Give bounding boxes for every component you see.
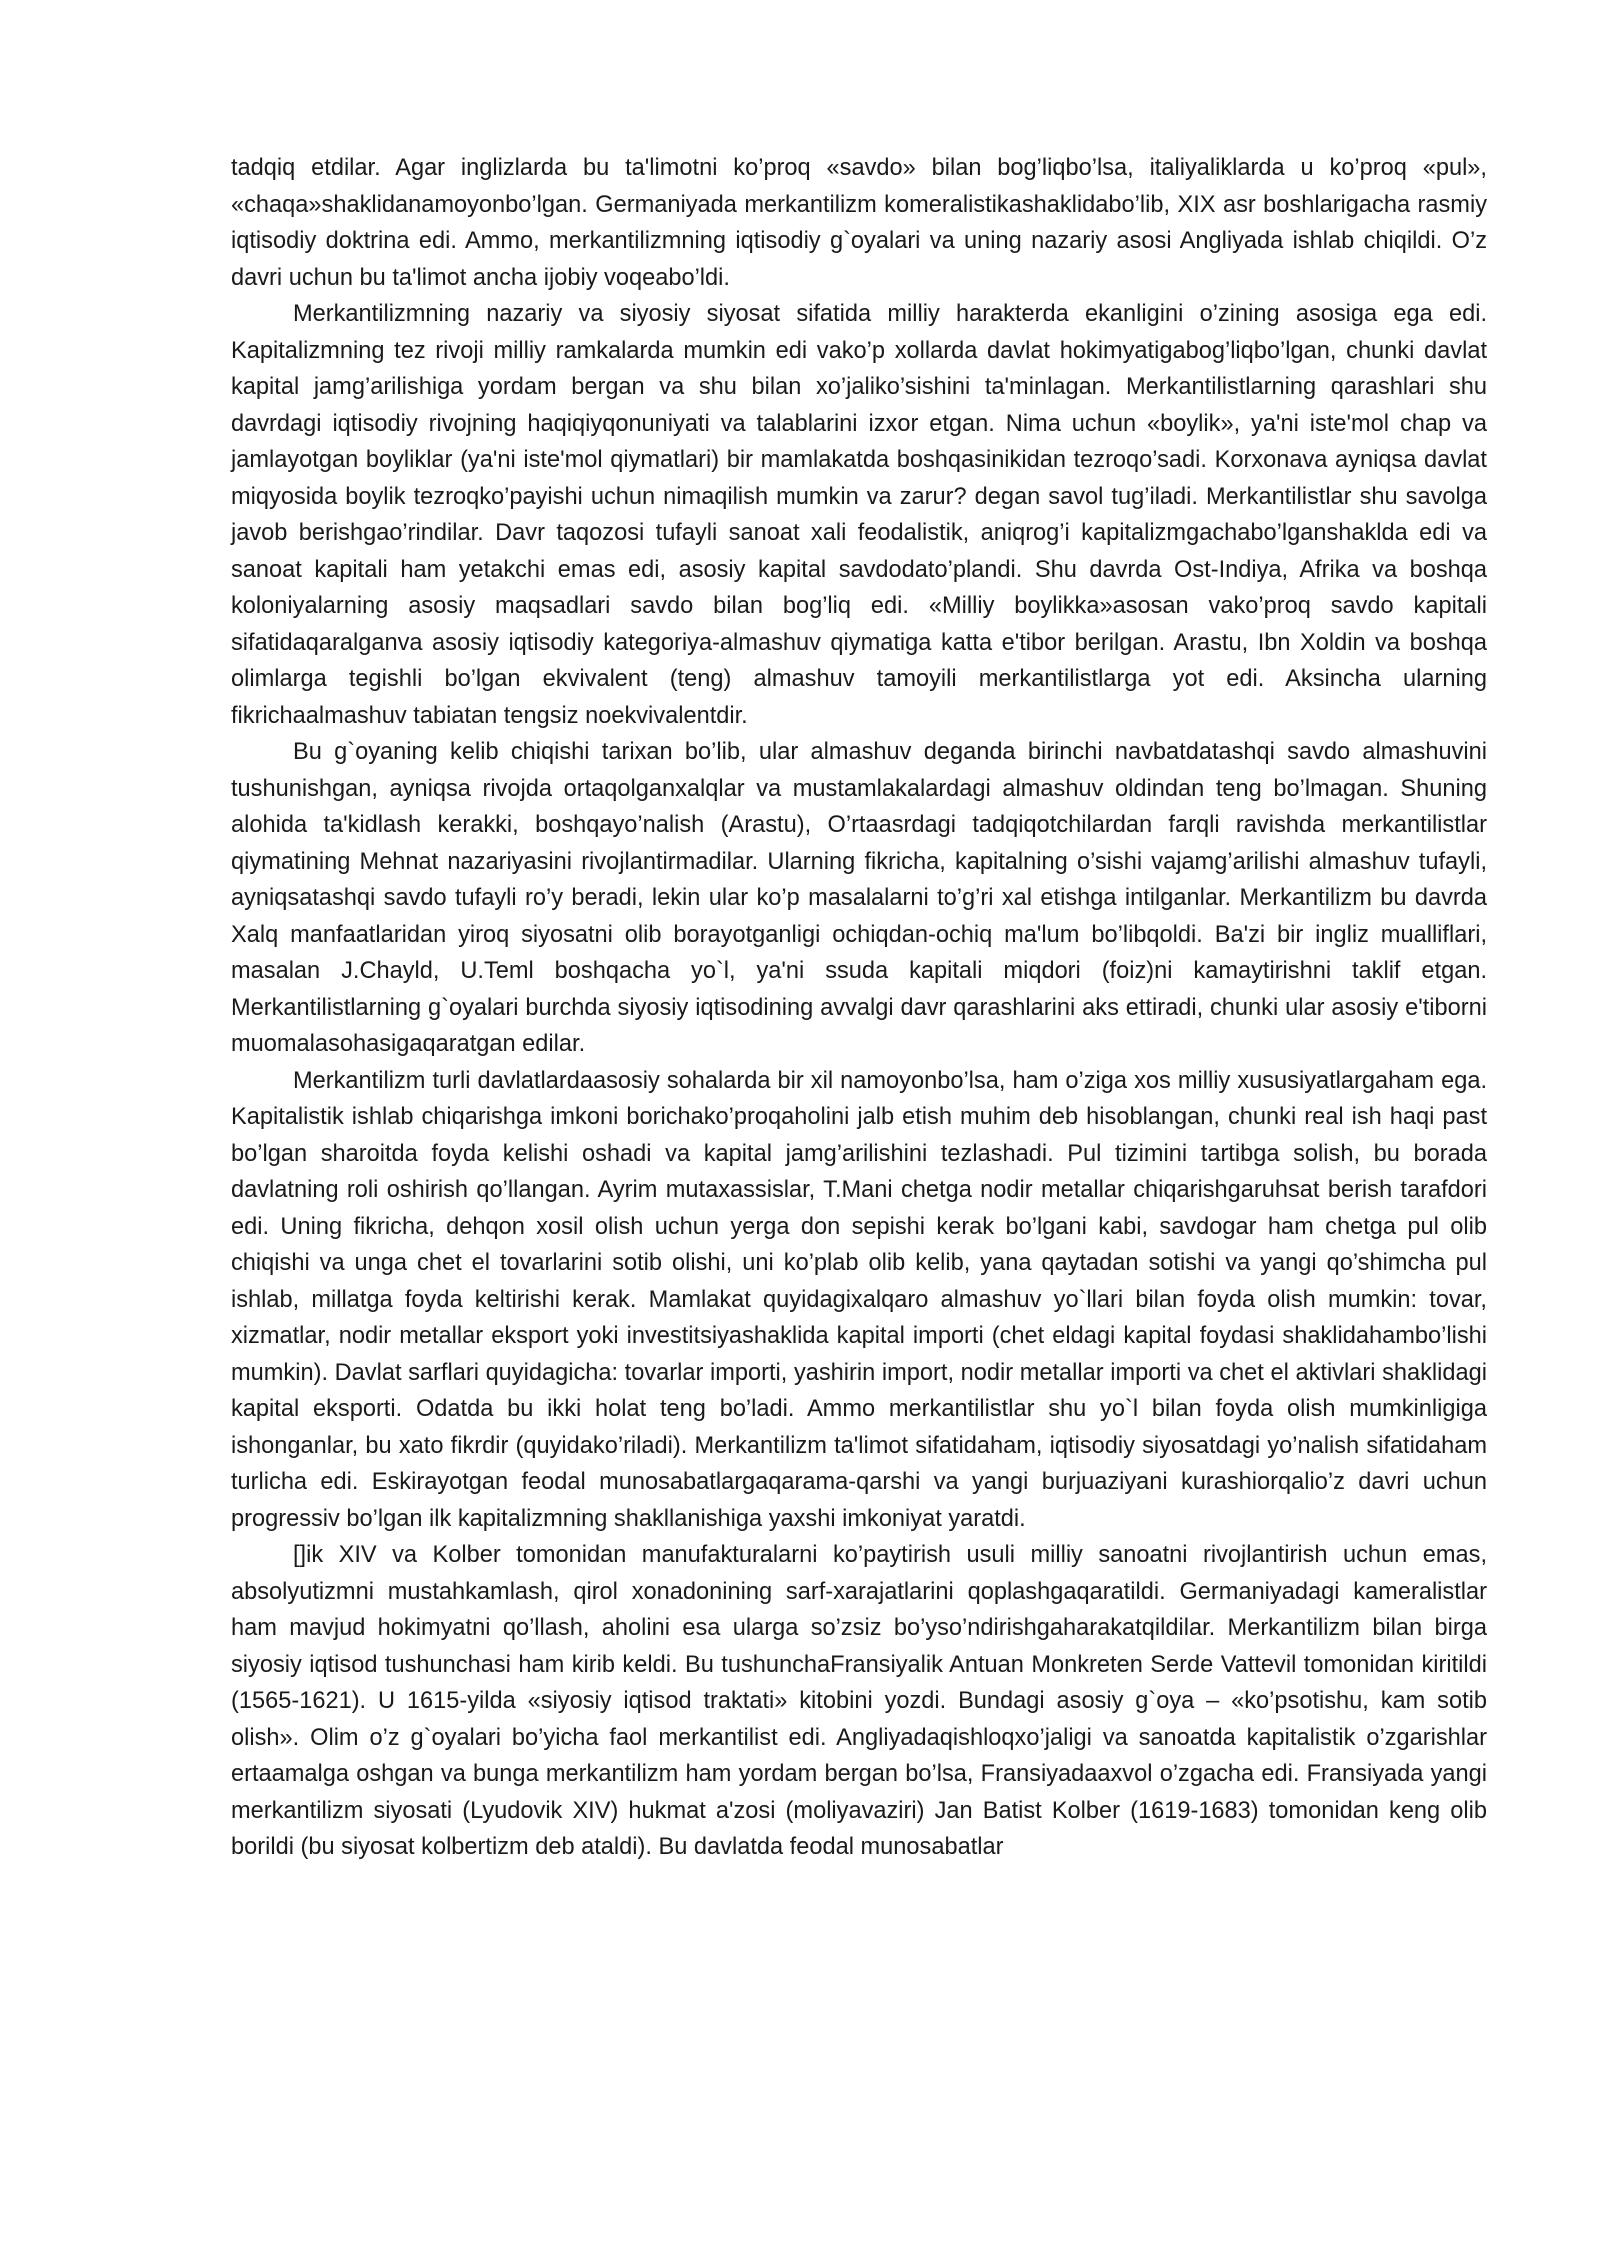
- paragraph-3: Bu g`oyaning kelib chiqishi tarixan bo’lib, ular almashuv deganda birinchi navbatdatashqi savdo almashuvini tushunishgan, ayniqsa rivojda ortaqolganxalqlar va mustamlakalardagi almashuv oldindan teng bo’lmagan. Shuning alohida ta'kidlash kerakki, boshqayo’nalish (Arastu), O’rtaasrdagi tadqiqotchilardan farqli ravishda merkantilistlar qiymatining Mehnat nazariyasini rivojlantirmadilar. Ularning fikricha, kapitalning o’sishi vajamg’arilishi almashuv tufayli, ayniqsatashqi savdo tufayli ro’y beradi, lekin ular ko’p masalalarni to’g’ri xal etishga intilganlar. Merkantilizm bu davrda Xalq manfaatlaridan yiroq siyosatni olib borayotganligi ochiqdan-ochiq ma'lum bo’libqoldi. Ba'zi bir ingliz mualliflari, masalan J.Chayld, U.Teml boshqacha yo`l, ya'ni ssuda kapitali miqdori (foiz)ni kamaytirishni taklif etgan. Merkantilistlarning g`oyalari burchda siyosiy iqtisodining avvalgi davr qarashlarini aks ettiradi, chunki ular asosiy e'tiborni muomalasohasigaqaratgan edilar.: [231, 739, 1487, 1057]
- paragraph-4: Merkantilizm turli davlatlardaasosiy sohalarda bir xil namoyonbo’lsa, ham o’ziga xos milliy xususiyatlargaham ega. Kapitalistik ishlab chiqarishga imkoni borichako’proqaholini jalb etish muhim deb hisoblangan, chunki real ish haqi past bo’lgan sharoitda foyda kelishi oshadi va kapital jamg’arilishini tezlashadi. Pul tizimini tartibga solish, bu borada davlatning roli oshirish qo’llangan. Ayrim mutaxassislar, T.Mani chetga nodir metallar chiqarishgaruhsat berish tarafdori edi. Uning fikricha, dehqon xosil olish uchun yerga don sepishi kerak bo’lgani kabi, savdogar ham chetga pul olib chiqishi va unga chet el tovarlarini sotib olishi, uni ko’plab olib kelib, yana qaytadan sotishi va yangi qo’shimcha pul ishlab, millatga foyda keltirishi kerak. Mamlakat quyidagixalqaro almashuv yo`llari bilan foyda olish mumkin: tovar, xizmatlar, nodir metallar eksport yoki investitsiyashaklida kapital importi (chet eldagi kapital foydasi shaklidahambo’lishi mumkin). Davlat sarflari quyidagicha: tovarlar importi, yashirin import, nodir metallar importi va chet el aktivlari shaklidagi kapital eksporti. Odatda bu ikki holat teng bo’ladi. Ammo merkantilistlar shu yo`l bilan foyda olish mumkinligiga ishonganlar, bu xato fikrdir (quyidako’riladi). Merkantilizm ta'limot sifatidaham, iqtisodiy siyosatdagi yo’nalish sifatidaham turlicha edi. Eskirayotgan feodal munosabatlargaqarama-qarshi va yangi burjuaziyani kurashiorqalio’z davri uchun progressiv bo’lgan ilk kapitalizmning shakllanishiga yaxshi imkoniyat yaratdi.: [231, 1067, 1487, 1532]
- paragraph-1: tadqiq etdilar. Agar inglizlarda bu ta'limotni ko’proq «savdo» bilan bog’liqbo’lsa, italiyaliklarda u ko’proq «pul», «chaqa»shaklidanamoyonbo’lgan. Germaniyada merkantilizm komeralistikashaklidabo’lib, XIX asr boshlarigacha rasmiy iqtisodiy doktrina edi. Ammo, merkantilizmning iqtisodiy g`oyalari va uning nazariy asosi Angliyada ishlab chiqildi. O’z davri uchun bu ta'limot ancha ijobiy voqeabo’ldi.: [231, 155, 1487, 291]
- paragraph-5: []ik XIV va Kolber tomonidan manufakturalarni ko’paytirish usuli milliy sanoatni rivojlantirish uchun emas, absolyutizmni mustahkamlash, qirol xonadonining sarf-xarajatlarini qoplashgaqaratildi. Germaniyadagi kameralistlar ham mavjud hokimyatni qo’llash, aholini esa ularga so’zsiz bo’yso’ndirishgaharakatqildilar. Merkantilizm bilan birga siyosiy iqtisod tushunchasi ham kirib keldi. Bu tushunchaFransiyalik Antuan Monkreten Serde Vattevil tomonidan kiritildi (1565-1621). U 1615-yilda «siyosiy iqtisod traktati» kitobini yozdi. Bundagi asosiy g`oya – «ko’psotishu, kam sotib olish». Olim o’z g`oyalari bo’yicha faol merkantilist edi. Angliyadaqishloqxo’jaligi va sanoatda kapitalistik o’zgarishlar ertaamalga oshgan va bunga merkantilizm ham yordam bergan bo’lsa, Fransiyadaaxvol o’zgacha edi. Fransiyada yangi merkantilizm siyosati (Lyudovik XIV) hukmat a'zosi (moliyavaziri) Jan Batist Kolber (1619-1683) tomonidan keng olib borildi (bu siyosat kolbertizm deb ataldi). Bu davlatda feodal munosabatlar: [231, 1542, 1487, 1860]
- paragraph-2: Merkantilizmning nazariy va siyosiy siyosat sifatida milliy harakterda ekanligini o’zining asosiga ega edi. Kapitalizmning tez rivoji milliy ramkalarda mumkin edi vako’p xollarda davlat hokimyatigabog’liqbo’lgan, chunki davlat kapital jamg’arilishiga yordam bergan va shu bilan xo’jaliko’sishini ta'minlagan. Merkantilistlarning qarashlari shu davrdagi iqtisodiy rivojning haqiqiyqonuniyati va talablarini izxor etgan. Nima uchun «boylik», ya'ni iste'mol chap va jamlayotgan boyliklar (ya'ni iste'mol qiymatlari) bir mamlakatda boshqasinikidan tezroqo’sadi. Korxonava ayniqsa davlat miqyosida boylik tezroqko’payishi uchun nimaqilish mumkin va zarur? degan savol tug’iladi. Merkantilistlar shu savolga javob berishgao’rindilar. Davr taqozosi tufayli sanoat xali feodalistik, aniqrog’i kapitalizmgachabo’lganshaklda edi va sanoat kapitali ham yetakchi emas edi, asosiy kapital savdodato’plandi. Shu davrda Ost-Indiya, Afrika va boshqa koloniyalarning asosiy maqsadlari savdo bilan bog’liq edi. «Milliy boylikka»asosan vako’proq savdo kapitali sifatidaqaralganva asosiy iqtisodiy kategoriya-almashuv qiymatiga katta e'tibor berilgan. Arastu, Ibn Xoldin va boshqa olimlarga tegishli bo’lgan ekvivalent (teng) almashuv tamoyili merkantilistlarga yot edi. Aksincha ularning fikrichaalmashuv tabiatan tengsiz noekvivalentdir.: [231, 301, 1487, 729]
- document-page: [231, 150, 1487, 1866]
